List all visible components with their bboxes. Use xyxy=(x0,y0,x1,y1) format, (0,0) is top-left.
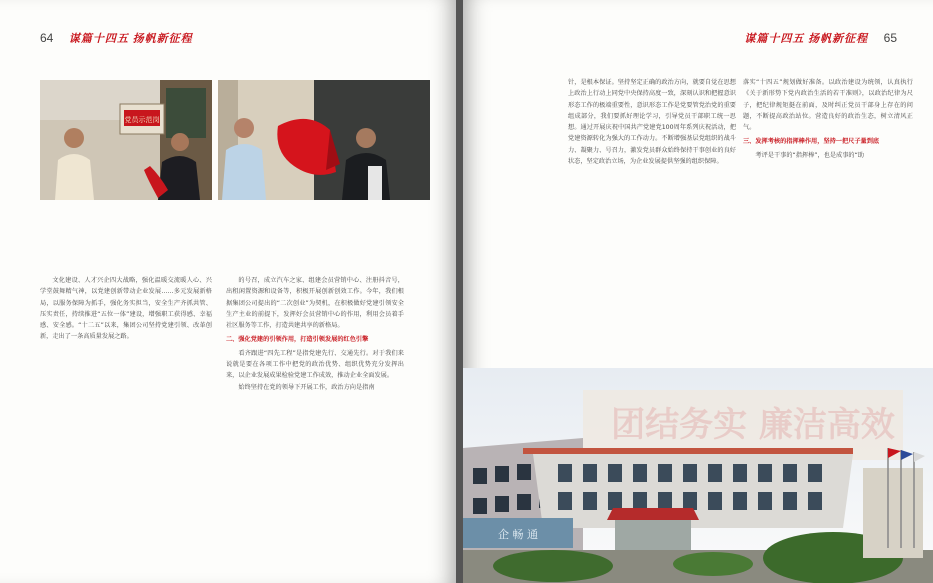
sign-text: 企 畅 通 xyxy=(498,528,538,541)
paragraph: 考评是干事的“指挥棒”，也是成事的“助 xyxy=(755,151,865,159)
book-gutter xyxy=(456,0,463,583)
plaque-text: 党员示范岗 xyxy=(124,116,160,124)
header-slogan: 谋篇十四五 扬帆新征程 xyxy=(68,33,193,45)
paragraph: 文化建设、人才兴企四大战略，强化温暖交流暖人心、兴学堂鼓舞精气神，以党建创新带动企业发展……多元发展新格局，以服务保障为抓手，强化务实担当，安全生产齐抓共管、压实责任，持续推进“五位一体”建设，增强职工获得感、幸福感、安全感。“十二五”以来，集团公司坚持党建引领、改革创新，走出了一条高质量发展之路。 xyxy=(40,277,212,341)
left-header xyxy=(40,30,193,46)
page-number: 64 xyxy=(40,31,54,45)
photo-company-building xyxy=(463,368,933,583)
right-page-column-1 xyxy=(568,77,736,367)
wall-slogan: 团结务实 廉洁高效 xyxy=(611,405,895,445)
right-header xyxy=(744,30,897,46)
section-heading: 三、发挥考核的指挥棒作用，坚持一把尺子量到底 xyxy=(743,138,880,146)
paragraph: 的号召，成立汽车之家、组建会员营销中心、注册抖音号，出租闲置资源和设备等，积极开展创新创效工作。今年，我们根据集团公司提出的“二次创业”为契机，在积极做好党建引领安全生产主业的前提下，发挥好会员营销中心的作用，利用会员着手社区服务等工作，打造共建共享的新格局。 xyxy=(226,277,404,330)
right-page-column-2 xyxy=(743,77,913,367)
page-number: 65 xyxy=(883,31,897,45)
left-page xyxy=(0,0,456,583)
photo-plaque-unveiling xyxy=(40,80,212,200)
photo-red-cloth-unveiling xyxy=(218,80,430,200)
left-page-column-2 xyxy=(226,275,404,573)
paragraph: 落实“十四五”规划做好准备。以政治建设为统领，认真执行《关于新形势下党内政治生活的若干准则》，以政治纪律为尺子，把纪律规矩挺在前面，及时纠正党员干部身上存在的问题，不断提高政治站位。营造良好的政治生态，树立清风正气。 xyxy=(743,79,913,132)
paragraph: 始终坚持在党的领导下开展工作，政治方向是指南 xyxy=(238,383,375,391)
right-page xyxy=(463,0,933,583)
section-heading: 二、强化党建的引领作用，打造引领发展的红色引擎 xyxy=(226,336,369,344)
paragraph: 看齐跟进“四先工程”是指党建先行、交通先行。对于我们来说就是要在各项工作中把党的政治优势、组织优势充分发挥出来，以企业发展成果检验党建工作成效，推动企业全面发展。 xyxy=(226,349,404,380)
left-page-column-1 xyxy=(40,275,212,573)
paragraph: 针，是根本保证。坚持坚定正确的政治方向，就要自觉在思想上政治上行动上同党中央保持高度一致，深刻认识和把握意识形态工作的极端重要性，意识形态工作是党要管党治党的重要组成部分，我们要抓好理论学习，引导党员干部职工统一思想。通过开展庆祝中国共产党建党100周年系列庆祝活动，把党建资源转化为强大的工作动力。不断增强基层党组织的战斗力、凝聚力、号召力，激发党员群众始终保持干事创业的良好状态，坚定政治立场，为企业发展提供坚强的组织保障。 xyxy=(568,79,736,166)
header-slogan: 谋篇十四五 扬帆新征程 xyxy=(744,33,869,45)
